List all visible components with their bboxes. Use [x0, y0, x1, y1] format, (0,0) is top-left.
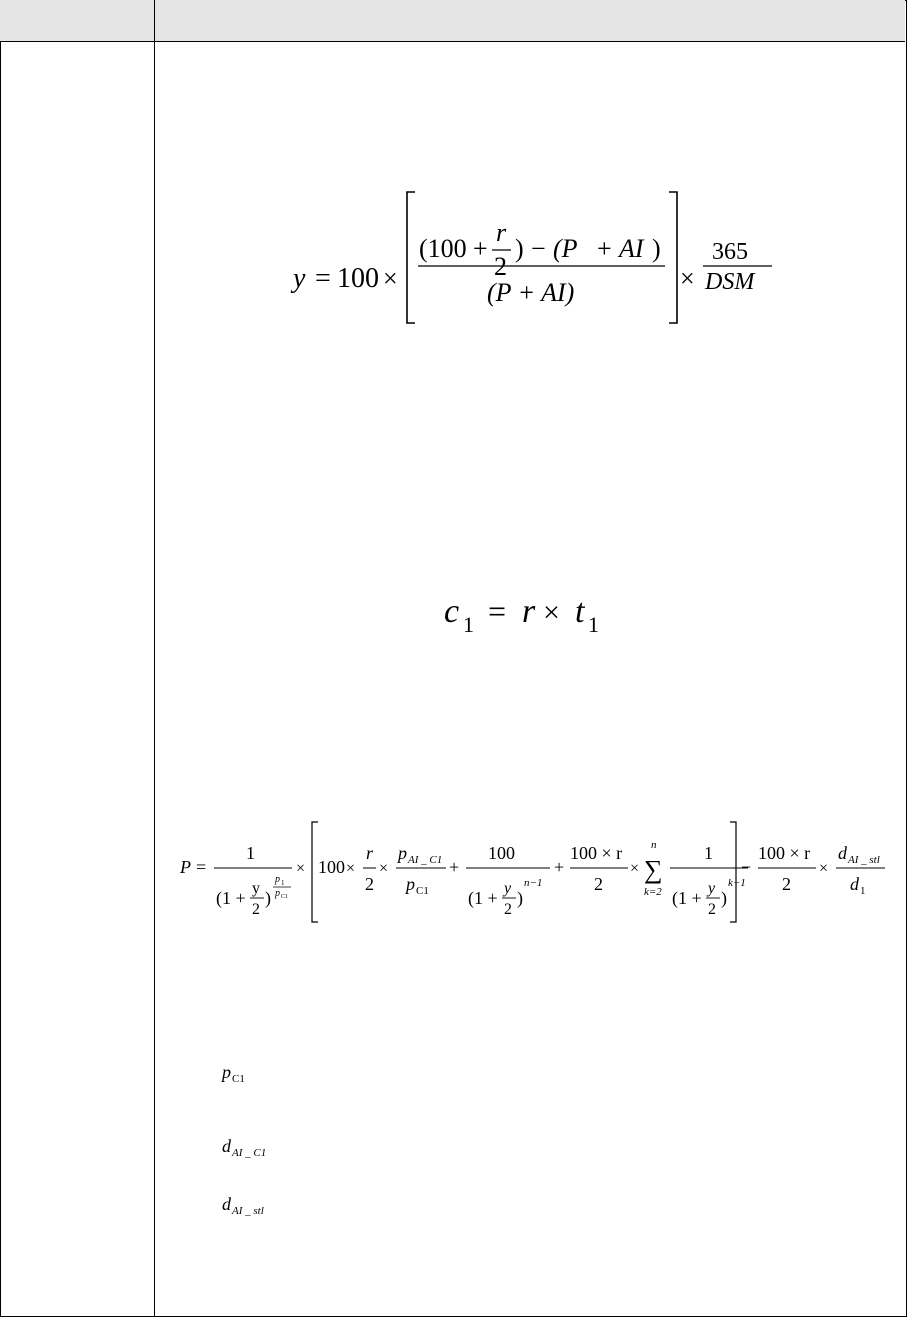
yield-times-2: ×	[680, 264, 695, 293]
symbol-base: d	[222, 1136, 231, 1156]
price-right-bracket	[730, 822, 736, 922]
yield-ai: AI	[619, 234, 644, 263]
price-lhs: P	[180, 857, 191, 877]
price-den-close-3: )	[721, 888, 727, 908]
price-k-minus-1: k−1	[728, 877, 746, 889]
table-header-row	[0, 0, 905, 42]
yield-365: 365	[712, 239, 748, 265]
price-den-close-2: )	[517, 888, 523, 908]
price-p-c1: p	[406, 874, 415, 894]
yield-coef: 100	[337, 263, 379, 294]
yield-dsm: DSM	[705, 269, 755, 295]
symbol-base: p	[222, 1062, 231, 1082]
price-minus: −	[741, 857, 752, 877]
price-hundred-r-2: 100 × r	[758, 843, 811, 863]
price-hundred-r: 100 × r	[570, 843, 623, 863]
yield-den: (P + AI)	[487, 278, 575, 307]
yield-lhs: y	[293, 263, 306, 294]
yield-p: (P	[553, 234, 578, 263]
price-two-2: 2	[594, 874, 603, 894]
price-den-y-3: y	[708, 880, 716, 897]
coupon-formula	[440, 580, 620, 640]
price-exp-num-sub: 1	[281, 879, 285, 887]
yield-paren-close: )	[652, 234, 661, 263]
header-cell-1	[0, 0, 154, 41]
header-cell-2	[155, 0, 905, 41]
price-times-2: ×	[346, 860, 356, 877]
price-r: r	[366, 843, 374, 863]
price-times-4: ×	[630, 860, 640, 877]
symbol-base: d	[222, 1194, 231, 1214]
symbol-p-c1	[220, 1058, 290, 1093]
price-times-5: ×	[819, 860, 829, 877]
price-p-c1-sub: C1	[416, 885, 429, 897]
yield-plus: +	[473, 234, 488, 263]
price-two: 2	[365, 874, 374, 894]
price-p-ai-sub: AI _ C1	[408, 854, 443, 866]
price-den-y-2: y	[504, 880, 512, 897]
price-den-close: )	[265, 888, 271, 908]
left-bracket	[407, 192, 415, 323]
right-bracket	[669, 192, 677, 323]
coupon-c: c	[444, 593, 460, 630]
yield-r: r	[496, 218, 507, 247]
price-two-3: 2	[782, 874, 791, 894]
price-den-base: (1 +	[216, 888, 246, 908]
price-plus-2: +	[554, 857, 565, 877]
price-hundred: 100	[318, 857, 345, 877]
coupon-eq: =	[488, 593, 507, 629]
price-one: 1	[246, 843, 255, 863]
price-exp-den: p	[275, 888, 280, 899]
price-sum-bot: k=2	[644, 886, 662, 898]
coupon-r: r	[522, 593, 536, 630]
yield-p-plus: +	[597, 234, 612, 263]
yield-num-close: )	[515, 234, 524, 263]
yield-num-open: (100	[419, 234, 467, 263]
yield-formula	[285, 175, 785, 335]
coupon-t-sub: 1	[588, 612, 599, 637]
yield-minus: −	[531, 234, 546, 263]
price-den-2-2: 2	[504, 901, 512, 918]
price-times: ×	[296, 860, 306, 877]
yield-two: 2	[494, 252, 507, 281]
yield-eq: =	[315, 263, 331, 294]
price-sum-top: n	[651, 839, 657, 851]
price-den-base-3: (1 +	[672, 888, 702, 908]
coupon-c-sub: 1	[463, 612, 474, 637]
price-times-3: ×	[379, 860, 389, 877]
price-n-minus-1: n−1	[524, 877, 543, 889]
price-p-ai: p	[398, 843, 407, 863]
symbol-d-ai-c1	[220, 1132, 300, 1167]
price-d1: d	[850, 874, 859, 894]
price-exp-num: p	[275, 874, 280, 885]
symbol-sub: C1	[232, 1073, 245, 1085]
price-hundred-2: 100	[488, 843, 515, 863]
price-den-y: y	[252, 880, 260, 897]
sigma-icon: ∑	[644, 855, 663, 884]
price-den-base-2: (1 +	[468, 888, 498, 908]
symbol-sub: AI _ C1	[232, 1147, 267, 1159]
price-exp-den-sub: C1	[281, 894, 289, 900]
price-d1-sub: 1	[860, 885, 866, 897]
coupon-times: ×	[543, 596, 560, 629]
price-d-ai-sub: AI _ stl	[848, 854, 880, 866]
price-den-2: 2	[252, 901, 260, 918]
coupon-t: t	[575, 593, 585, 630]
price-den-2-3: 2	[708, 901, 716, 918]
price-eq: =	[196, 857, 207, 877]
price-d-ai: d	[838, 843, 847, 863]
yield-times: ×	[383, 264, 398, 293]
symbol-sub: AI _ stl	[232, 1205, 264, 1217]
price-formula	[178, 818, 898, 928]
price-one-2: 1	[704, 843, 713, 863]
symbol-d-ai-stl	[220, 1190, 300, 1225]
column-divider	[154, 0, 155, 1317]
price-plus: +	[449, 857, 460, 877]
